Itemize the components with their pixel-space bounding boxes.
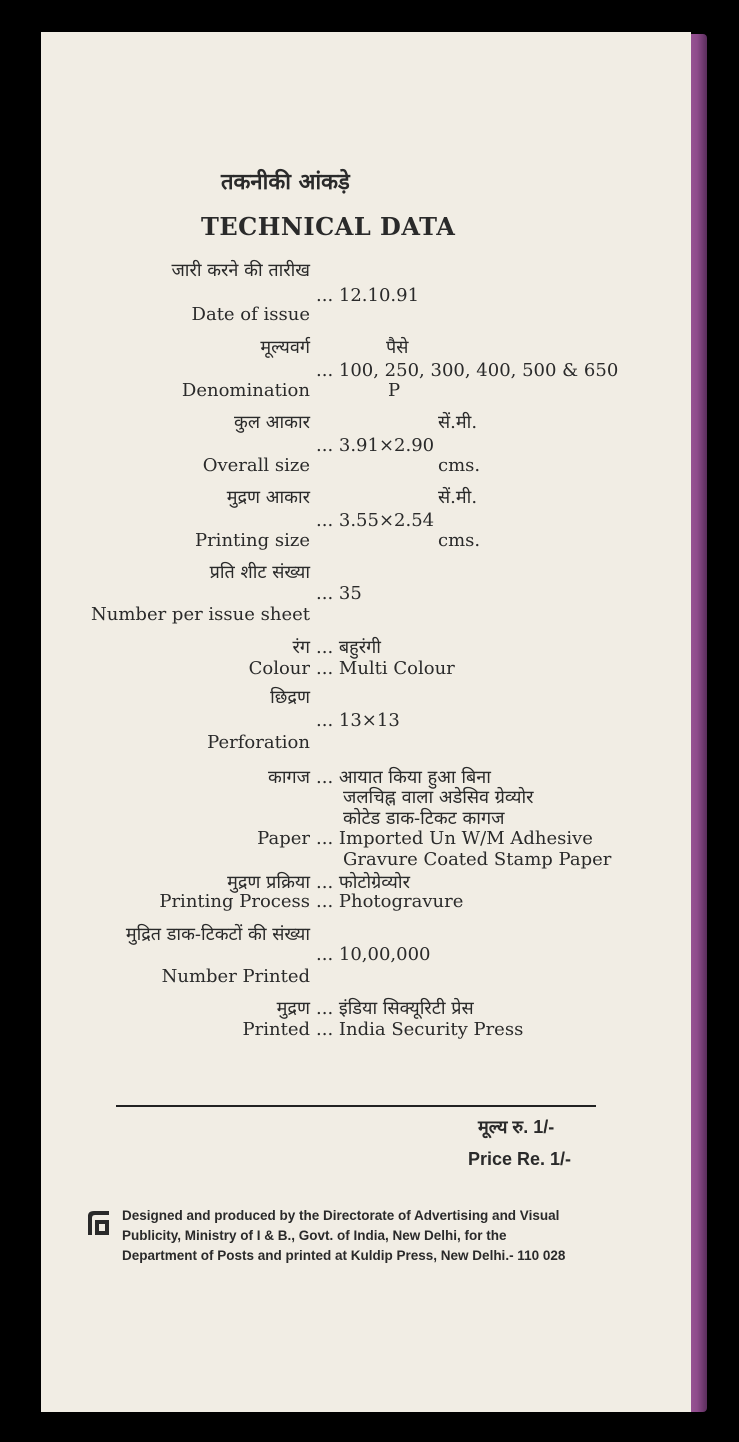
paper-value-hindi-line-2: जलचिह्न वाला अडेसिव ग्रेव्योर [343,787,534,808]
number-printed-label-english: Number Printed [161,966,310,987]
number-per-sheet-value: ... 35 [316,583,362,604]
printed-label-hindi: मुद्रण [276,998,310,1019]
colour-label-hindi: रंग [292,637,310,658]
colour-label-english: Colour [248,658,310,679]
printing-process-label-hindi: मुद्रण प्रक्रिया [227,872,310,893]
printing-process-label-english: Printing Process [159,891,310,912]
number-printed-value: ... 10,00,000 [316,944,431,965]
printing-size-unit-english: cms. [438,530,481,551]
denomination-unit-hindi: पैसे [386,337,409,358]
number-printed-label-hindi: मुद्रित डाक-टिकटों की संख्या [125,924,310,945]
title-hindi: तकनीकी आंकड़े [221,169,350,195]
divider-rule [116,1105,596,1107]
credits-line-1: Designed and produced by the Directorate of Advertising and Visual [122,1208,560,1223]
printing-size-value: ... 3.55×2.54 [316,510,435,531]
printing-process-value-hindi: ... फोटोग्रेव्योर [316,872,410,893]
colour-value-english: ... Multi Colour [316,658,455,679]
denomination-label-english: Denomination [181,380,310,401]
technical-data-sheet [41,32,691,1412]
colour-value-hindi: ... बहुरंगी [316,637,381,658]
printing-size-label-english: Printing size [194,530,310,551]
number-per-sheet-label-english: Number per issue sheet [91,604,310,625]
paper-label-hindi: कागज [268,767,310,788]
printing-process-value-english: ... Photogravure [316,891,464,912]
paper-value-english-line-1: ... Imported Un W/M Adhesive [316,828,593,849]
printing-size-label-hindi: मुद्रण आकार [226,487,310,508]
date-of-issue-value: ... 12.10.91 [316,285,420,306]
paper-value-hindi-line-3: कोटेड डाक-टिकट कागज [343,808,505,829]
credits-text [122,1206,622,1266]
paper-value-english-line-2: Gravure Coated Stamp Paper [343,849,612,870]
overall-size-value: ... 3.91×2.90 [316,435,435,456]
date-of-issue-label-hindi: जारी करने की तारीख [171,260,310,281]
perforation-label-hindi: छिद्रण [270,687,310,708]
paper-value-hindi-line-1: ... आयात किया हुआ बिना [316,767,491,788]
printed-label-english: Printed [242,1019,310,1040]
overall-size-unit-hindi: सें.मी. [438,412,478,433]
date-of-issue-label-english: Date of issue [191,304,310,325]
davp-logo-icon [85,1208,113,1242]
perforation-value: ... 13×13 [316,710,400,731]
denomination-value: ... 100, 250, 300, 400, 500 & 650 [316,360,619,381]
title-english: TECHNICAL DATA [201,212,456,241]
printing-size-unit-hindi: सें.मी. [438,487,478,508]
printed-value-hindi: ... इंडिया सिक्यूरिटी प्रेस [316,998,474,1019]
printed-value-english: ... India Security Press [316,1019,524,1040]
denomination-unit-english: P [388,380,401,401]
credits-line-2: Publicity, Ministry of I & B., Govt. of India, New Delhi, for the [122,1228,507,1243]
number-per-sheet-label-hindi: प्रति शीट संख्या [209,562,310,583]
perforation-label-english: Perforation [207,732,310,753]
paper-label-english: Paper [257,828,310,849]
overall-size-label-english: Overall size [202,455,310,476]
price-english: Price Re. 1/- [468,1149,572,1169]
credits-line-3: Department of Posts and printed at Kuldip Press, New Delhi.- 110 028 [122,1248,566,1263]
overall-size-label-hindi: कुल आकार [234,412,310,433]
price-hindi: मूल्य रु. 1/- [478,1117,555,1137]
denomination-label-hindi: मूल्यवर्ग [260,337,310,358]
overall-size-unit-english: cms. [438,455,481,476]
